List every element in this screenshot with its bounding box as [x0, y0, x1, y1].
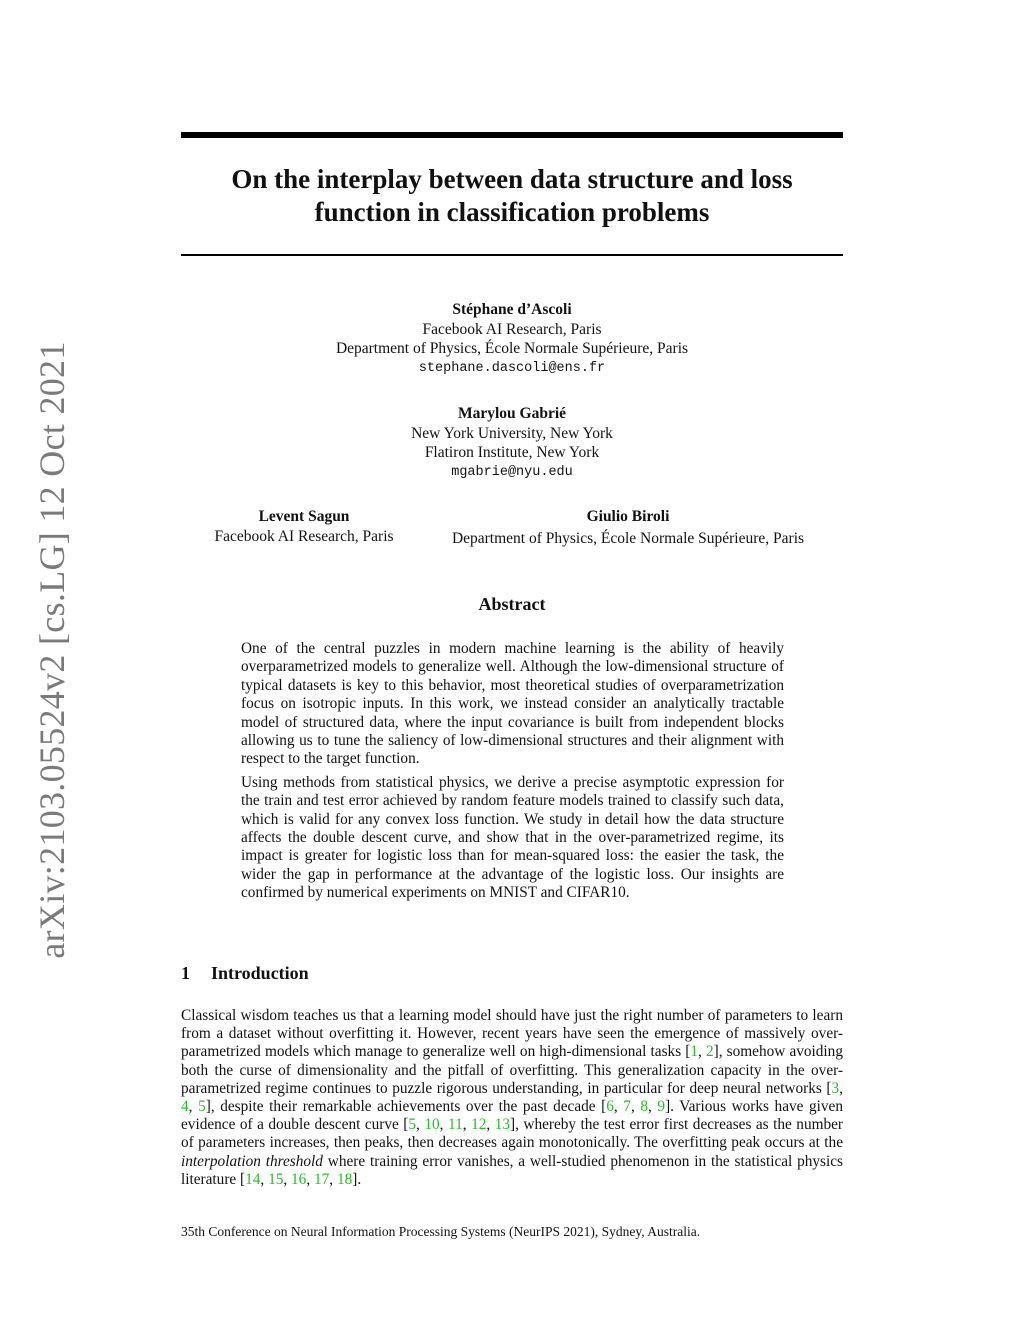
author-affiliation: Facebook AI Research, Paris	[422, 320, 602, 338]
body-text-run: Classical wisdom teaches us that a learning model should have just the right number of parameters to learn from a dataset without overfitting it. However, recent years have seen the emergence of massively over-parametrized models which manage to generalize well on high-dimensional tasks [	[181, 1007, 843, 1061]
author-name: Levent Sagun	[258, 508, 350, 525]
citation-link[interactable]: 3	[831, 1079, 840, 1097]
author-email[interactable]: mgabrie@nyu.edu	[451, 464, 573, 480]
citation-link[interactable]: 14	[245, 1170, 261, 1188]
title-bottom-rule	[181, 254, 843, 256]
author-affiliation: New York University, New York	[411, 424, 613, 442]
body-text-run: ], somehow avoiding both the curse of dimensionality and the pitfall of overfitting. This generalization capacity in the over-parametrized regime continues to puzzle rigorous understanding, in particular for deep neural networks [	[181, 1043, 843, 1097]
abstract-heading: Abstract	[478, 594, 546, 614]
citation-link[interactable]: 17	[313, 1170, 330, 1188]
paper-title	[181, 163, 843, 229]
citation-link[interactable]: 18	[336, 1170, 353, 1188]
emphasis-term: interpolation threshold	[181, 1152, 323, 1170]
conference-footnote: 35th Conference on Neural Information Processing Systems (NeurIPS 2021), Sydney, Australia.	[181, 1224, 701, 1239]
citation-link[interactable]: 7	[623, 1098, 631, 1116]
introduction-paragraph: Classical wisdom teaches us that a learning model should have just the right number of parameters to learn from a dataset without overfitting it. However, recent years have seen the emergence of massively over-parametrized models which manage to generalize well on high-dimensional tasks [1, 2], somehow avoiding both the curse of dimensionality and the pitfall of overfitting. This generalization capacity in the over-parametrized regime continues to puzzle rigorous understanding, in particular for deep neural networks [3, 4, 5], despite their remarkable achievements over the past decade [6, 7, 8, 9]. Various works have given evidence of a double descent curve [5, 10, 11, 12, 13], whereby the test error first decreases as the number of parameters increases, then peaks, then decreases again monotonically. The overfitting peak occurs at the interpolation threshold where training error vanishes, a well-studied phenomenon in the statistical physics literature [14, 15, 16, 17, 18].	[181, 1007, 844, 1188]
citation-link[interactable]: 5	[198, 1098, 206, 1116]
body-text-run: where training error vanishes, a well-studied phenomenon in the statistical physics literature [	[181, 1152, 843, 1188]
author-affiliation: Department of Physics, École Normale Supérieure, Paris	[335, 340, 689, 357]
citation-link[interactable]: 8	[640, 1098, 649, 1116]
author-affiliation: Department of Physics, École Normale Supérieure, Paris	[451, 529, 805, 547]
author-affiliation: Facebook AI Research, Paris	[214, 527, 394, 545]
section-title: Introduction	[211, 963, 309, 983]
body-text-run: ]. Various works have given evidence of a double descent curve [	[181, 1098, 843, 1134]
author-name: Stéphane d’Ascoli	[452, 301, 572, 318]
citation-link[interactable]: 5	[408, 1116, 417, 1134]
body-text-run: ], despite their remarkable achievements over the past decade [	[205, 1098, 607, 1116]
citation-link[interactable]: 2	[705, 1043, 714, 1061]
arxiv-identifier: arXiv:2103.05524v2 [cs.LG] 12 Oct 2021	[32, 341, 72, 959]
author-block-gabrie	[181, 404, 843, 482]
title-top-rule	[181, 132, 843, 138]
citation-link[interactable]: 16	[291, 1170, 307, 1188]
author-name: Marylou Gabrié	[457, 405, 567, 422]
author-block-sagun	[196, 507, 412, 546]
citation-link[interactable]: 1	[690, 1043, 699, 1061]
author-block-biroli	[432, 507, 824, 548]
citation-link[interactable]: 11	[448, 1116, 463, 1134]
body-text-run: ], whereby the test error first decreases as the number of parameters increases, then peaks, then decreases again monotonically. The overfitting peak occurs at the	[181, 1116, 844, 1152]
citation-link[interactable]: 10	[424, 1116, 440, 1134]
body-text-run: ].	[352, 1170, 362, 1188]
author-name: Giulio Biroli	[586, 508, 670, 525]
author-affiliation: Flatiron Institute, New York	[424, 444, 600, 461]
title-line-2: function in classification problems	[314, 197, 710, 227]
author-block-dascoli	[181, 300, 843, 378]
citation-link[interactable]: 9	[657, 1098, 666, 1116]
citation-link[interactable]: 13	[494, 1116, 510, 1134]
citation-link[interactable]: 4	[181, 1098, 189, 1116]
citation-link[interactable]: 6	[606, 1098, 614, 1116]
citation-link[interactable]: 15	[268, 1170, 284, 1188]
abstract-paragraph: Using methods from statistical physics, we derive a precise asymptotic expression for the train and test error achieved by random feature models trained to classify such data, which is valid for any convex loss function. We study in detail how the data structure affects the double descent curve, and show that in the over-parametrized regime, its impact is greater for logistic loss than for mean-squared loss: the easier the task, the wider the gap in performance at the advantage of the logistic loss. Our insights are confirmed by numerical experiments on MNIST and CIFAR10.	[241, 773, 784, 902]
title-line-1: On the interplay between data structure and loss	[231, 164, 793, 194]
author-email[interactable]: stephane.dascoli@ens.fr	[418, 360, 606, 376]
abstract-body	[241, 640, 784, 908]
section-heading-introduction	[181, 963, 309, 984]
citation-link[interactable]: 12	[471, 1116, 487, 1134]
section-number: 1	[181, 963, 190, 983]
abstract-paragraph: One of the central puzzles in modern machine learning is the ability of heavily overparametrized models to generalize well. Although the low-dimensional structure of typical datasets is key to this behavior, most theoretical studies of overparametrization focus on isotropic inputs. In this work, we instead consider an analytically tractable model of structured data, where the input covariance is built from independent blocks allowing us to tune the saliency of low-dimensional structures and their alignment with respect to the target function.	[241, 640, 784, 768]
